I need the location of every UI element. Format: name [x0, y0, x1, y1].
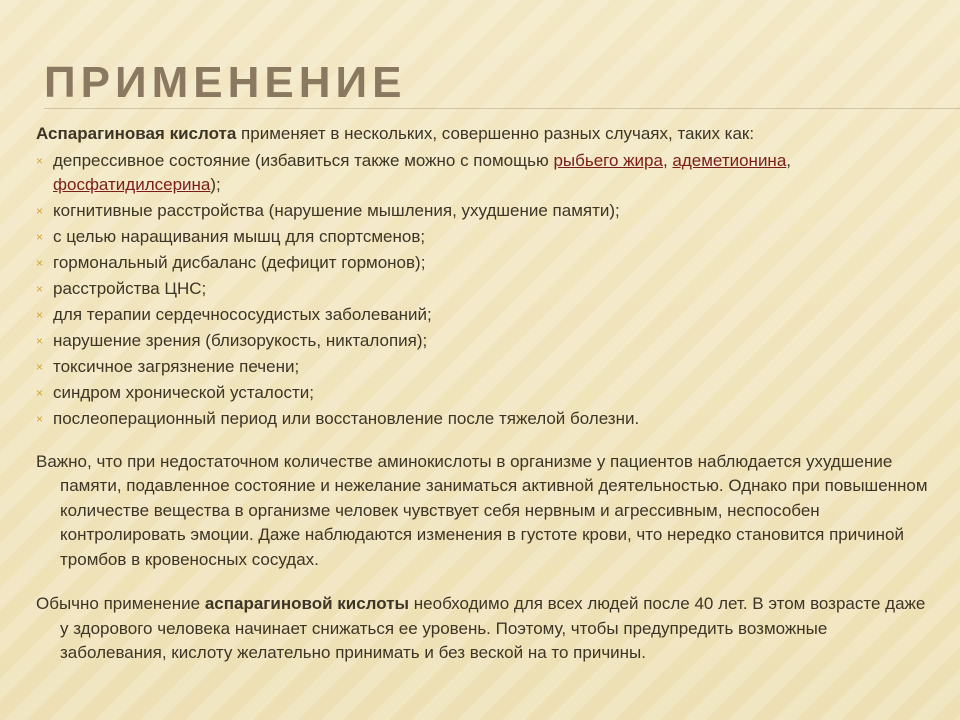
list-item-text: токсичное загрязнение печени;	[53, 357, 300, 376]
paragraph-importance: Важно, что при недостаточном количестве аминокислоты в организме у пациентов наблюдается ухудшение памяти, подавленное состояние и нежелание заниматься активной деятельностью. Однако при повышенном количестве вещества в организме человек чувствует себя нервным и агрессивным, неспособен контролировать эмоции. Даже наблюдаются изменения в густоте крови, что нередко становится причиной тромбов в кровеносных сосудах.	[36, 451, 928, 569]
usage-list	[36, 149, 936, 432]
intro-bold-term: Аспарагиновая кислота	[36, 124, 237, 143]
x-bullet-icon: ×	[36, 282, 44, 296]
bold-term: аспарагиновой кислоты	[204, 594, 410, 613]
list-item	[36, 355, 936, 380]
x-bullet-icon: ×	[36, 256, 44, 270]
x-bullet-icon: ×	[36, 334, 44, 348]
list-item	[36, 329, 936, 354]
link-fish-oil[interactable]: рыбьего жира	[553, 150, 663, 170]
list-item-text: послеоперационный период или восстановление после тяжелой болезни.	[53, 409, 640, 428]
paragraph-usage-age	[36, 592, 936, 666]
list-item-text: когнитивные расстройства (нарушение мышления, ухудшение памяти);	[53, 201, 620, 220]
paragraph-text: необходимо для всех людей после 40 лет. В этом возрасте даже у здорового человека начинает снижаться ее уровень. Поэтому, чтобы предупредить возможные заболевания, кислоту желательно принимать и без веской на то причины.	[60, 594, 926, 662]
list-item	[36, 407, 936, 432]
title-divider	[44, 108, 960, 109]
list-item	[36, 381, 936, 406]
list-item	[36, 303, 936, 328]
list-item	[36, 251, 936, 276]
separator: ,	[662, 150, 673, 170]
list-item	[36, 277, 936, 302]
link-ademetionine[interactable]: адеметионина	[672, 150, 787, 170]
x-bullet-icon: ×	[36, 412, 44, 426]
x-bullet-icon: ×	[36, 360, 44, 374]
list-item-text: синдром хронической усталости;	[53, 383, 314, 402]
x-bullet-icon: ×	[36, 386, 44, 400]
list-item-text: нарушение зрения (близорукость, никталопия);	[53, 331, 428, 350]
list-item-text-end: );	[210, 175, 221, 194]
x-bullet-icon: ×	[36, 308, 44, 322]
list-item-text: с целью наращивания мышц для спортсменов;	[53, 227, 426, 246]
list-item-text: гормональный дисбаланс (дефицит гормонов);	[53, 253, 426, 272]
link-phosphatidylserine[interactable]: фосфатидилсерина	[53, 175, 211, 194]
list-item-text: депрессивное состояние (избавиться также можно с помощью	[53, 150, 554, 170]
list-item-text: расстройства ЦНС;	[53, 279, 207, 298]
list-item-text: для терапии сердечнососудистых заболеваний;	[53, 305, 432, 324]
paragraph-text: Обычно применение	[36, 594, 205, 613]
separator: ,	[786, 150, 792, 170]
x-bullet-icon: ×	[36, 204, 44, 218]
slide-content	[36, 122, 936, 666]
intro-text: применяет в нескольких, совершенно разных случаях, таких как:	[236, 124, 755, 143]
list-item	[36, 225, 936, 250]
x-bullet-icon: ×	[36, 230, 44, 244]
x-bullet-icon: ×	[36, 153, 44, 168]
list-item	[36, 149, 936, 198]
intro-paragraph	[36, 122, 936, 147]
list-item	[36, 199, 936, 224]
slide-title: ПРИМЕНЕНИЕ	[44, 58, 407, 107]
